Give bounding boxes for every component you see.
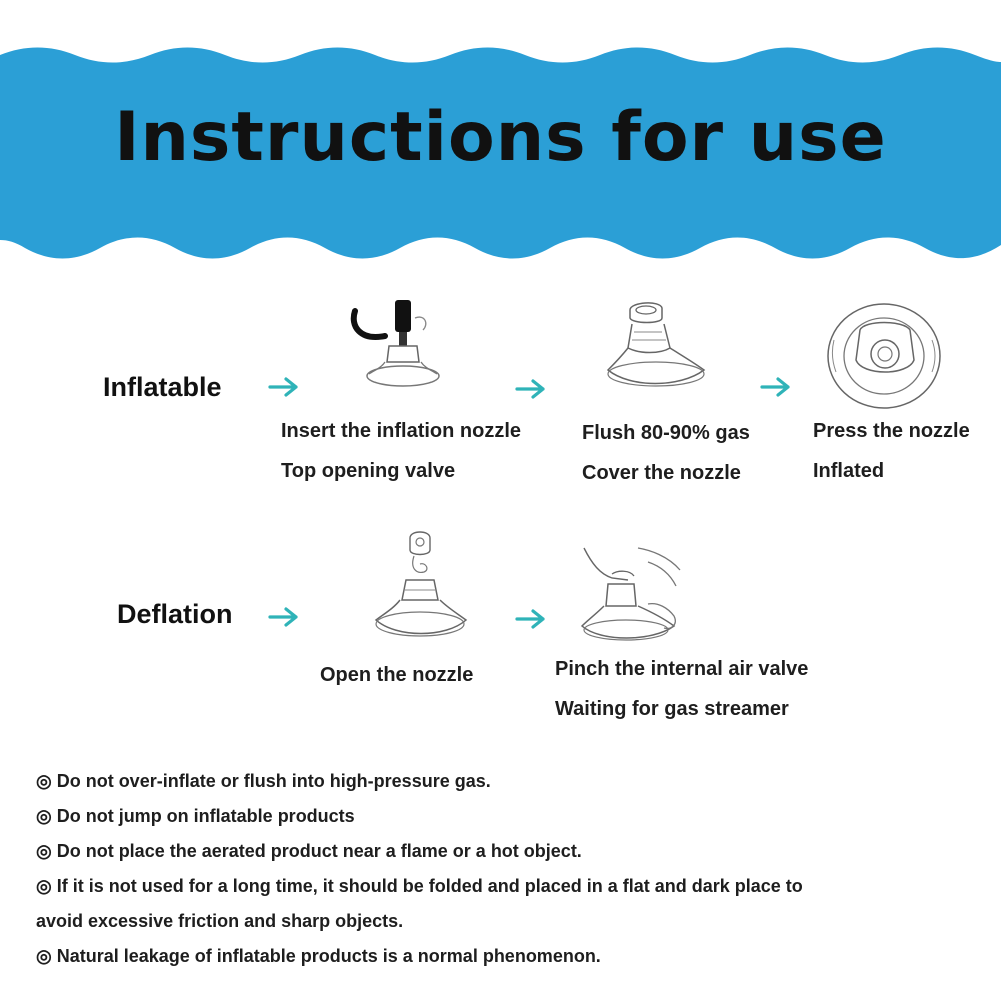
deflation-step-1-line-1: Open the nozzle	[320, 664, 474, 686]
step-3-line-1: Press the nozzle	[813, 420, 970, 442]
inflatable-step-2-caption	[582, 413, 750, 493]
arrow-right-icon	[515, 378, 547, 400]
valve-flush-sketch-icon	[600, 296, 710, 400]
arrow-right-icon	[760, 376, 792, 398]
note-item: ◎ If it is not used for a long time, it should be folded and placed in a flat and dark place to	[36, 876, 803, 896]
open-valve-sketch-icon	[370, 528, 470, 646]
deflation-label: Deflation	[117, 599, 233, 629]
pinch-valve-sketch-icon	[578, 544, 688, 644]
inflatable-step-3-caption	[813, 411, 970, 491]
inflatable-step-1-caption	[281, 411, 521, 491]
arrow-right-icon	[268, 606, 300, 628]
note-item: ◎ Natural leakage of inflatable products is a normal phenomenon.	[36, 946, 601, 966]
arrow-right-icon	[515, 608, 547, 630]
step-1-line-1: Insert the inflation nozzle	[281, 420, 522, 442]
safety-notes	[36, 764, 966, 974]
valve-top-view-sketch-icon	[824, 300, 944, 412]
deflation-step-2-caption	[555, 649, 808, 729]
note-item-continued: avoid excessive friction and sharp objects.	[36, 911, 404, 931]
deflation-step-1-caption	[320, 655, 473, 695]
deflation-step-2-line-2: Waiting for gas streamer	[555, 698, 789, 720]
deflation-step-2-line-1: Pinch the internal air valve	[555, 658, 809, 680]
note-item: ◎ Do not place the aerated product near a flame or a hot object.	[36, 841, 582, 861]
arrow-right-icon	[268, 376, 300, 398]
page-title: Instructions for use	[114, 98, 887, 177]
header-banner	[0, 0, 1001, 280]
note-item: ◎ Do not jump on inflatable products	[36, 806, 355, 826]
note-item: ◎ Do not over-inflate or flush into high-pressure gas.	[36, 771, 491, 791]
inflation-nozzle-sketch-icon	[345, 296, 445, 396]
step-3-line-2: Inflated	[813, 460, 885, 482]
step-2-line-1: Flush 80-90% gas	[582, 422, 750, 444]
step-2-line-2: Cover the nozzle	[582, 462, 741, 484]
step-1-line-2: Top opening valve	[281, 460, 456, 482]
inflatable-label: Inflatable	[103, 372, 222, 402]
